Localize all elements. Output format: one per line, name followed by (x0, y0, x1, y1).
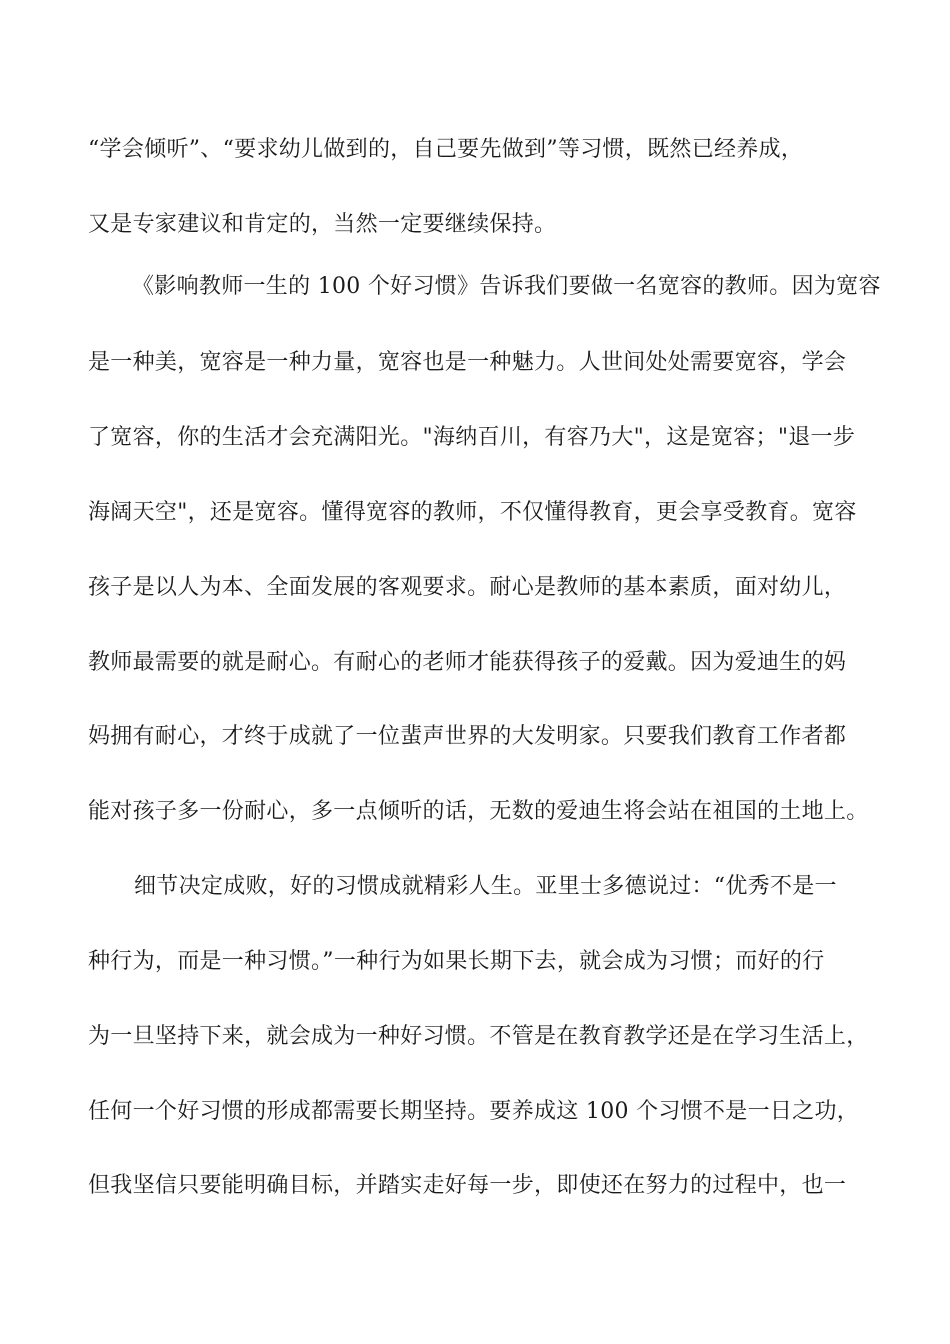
paragraph-line: 为一旦坚持下来，就会成为一种好习惯。不管是在教育教学还是在学习生活上， (88, 1024, 869, 1049)
paragraph-line: 《影响教师一生的 100 个好习惯》告诉我们要做一名宽容的教师。因为宽容 (132, 274, 881, 299)
paragraph-line: 是一种美，宽容是一种力量，宽容也是一种魅力。人世间处处需要宽容，学会 (88, 350, 847, 375)
paragraph-line: “学会倾听”、“要求幼儿做到的，自己要先做到”等习惯，既然已经养成， (88, 137, 804, 162)
paragraph-line: 了宽容，你的生活才会充满阳光。"海纳百川，有容乃大"，这是宽容；"退一步 (88, 425, 856, 450)
paragraph-line: 孩子是以人为本、全面发展的客观要求。耐心是教师的基本素质，面对幼儿， (88, 575, 847, 600)
paragraph-line: 教师最需要的就是耐心。有耐心的老师才能获得孩子的爱戴。因为爱迪生的妈 (88, 650, 847, 675)
paragraph-line: 又是专家建议和肯定的，当然一定要继续保持。 (88, 212, 557, 237)
paragraph-line: 但我坚信只要能明确目标，并踏实走好每一步，即使还在努力的过程中，也一 (88, 1173, 847, 1198)
paragraph-line: 细节决定成败，好的习惯成就精彩人生。亚里士多德说过：“优秀不是一 (134, 874, 837, 899)
paragraph-line: 能对孩子多一份耐心，多一点倾听的话，无数的爱迪生将会站在祖国的土地上。 (88, 799, 869, 824)
paragraph-line: 种行为，而是一种习惯。”一种行为如果长期下去，就会成为习惯；而好的行 (88, 949, 825, 974)
paragraph-line: 任何一个好习惯的形成都需要长期坚持。要养成这 100 个习惯不是一日之功， (88, 1099, 860, 1124)
paragraph-line: 海阔天空"，还是宽容。懂得宽容的教师，不仅懂得教育，更会享受教育。宽容 (88, 500, 857, 525)
paragraph-line: 妈拥有耐心，才终于成就了一位蜚声世界的大发明家。只要我们教育工作者都 (88, 724, 847, 749)
